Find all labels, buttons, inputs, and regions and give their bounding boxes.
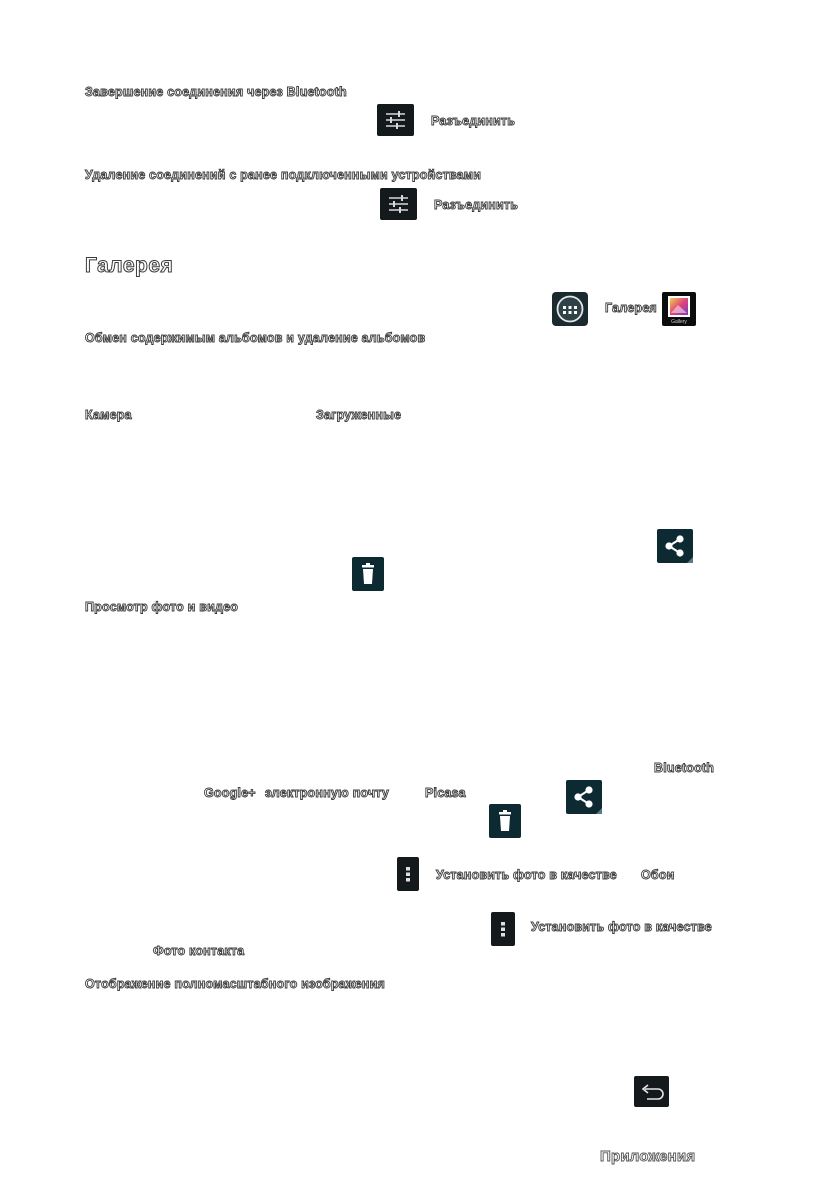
albums-heading: Обмен содержимым альбомов и удаление альбомов <box>85 331 426 345</box>
gallery-app-icon-caption: Gallery <box>671 319 687 325</box>
trash-icon[interactable] <box>489 804 521 838</box>
all-apps-icon[interactable] <box>552 292 588 326</box>
wallpaper-option: Обои <box>641 868 675 882</box>
bt-remove-heading: Удаление соединений с ранее подключенными устройствами <box>85 168 482 182</box>
overflow-menu-icon[interactable] <box>491 912 515 946</box>
share-option-bluetooth: Bluetooth <box>654 761 715 775</box>
album-downloaded-label: Загруженные <box>316 408 402 422</box>
view-photos-heading: Просмотр фото и видео <box>85 600 239 614</box>
bt-disconnect-action: Разъединить <box>431 114 516 128</box>
share-icon[interactable] <box>657 529 693 563</box>
settings-sliders-icon[interactable] <box>380 188 417 220</box>
back-arrow-icon[interactable] <box>634 1076 669 1107</box>
gallery-app-icon[interactable] <box>662 292 696 326</box>
gallery-app-label: Галерея <box>605 301 657 315</box>
footer-section-name: Приложения <box>600 1148 696 1165</box>
set-photo-as-label-2: Установить фото в качестве <box>531 920 712 934</box>
settings-sliders-icon[interactable] <box>377 104 414 136</box>
share-option-email: электронную почту <box>265 786 390 800</box>
contact-photo-option: Фото контакта <box>153 944 245 958</box>
bt-disconnect-heading: Завершение соединения через Bluetooth <box>85 85 347 99</box>
bt-remove-action: Разъединить <box>434 198 519 212</box>
share-option-picasa: Picasa <box>425 786 466 800</box>
album-camera-label: Камера <box>85 408 132 422</box>
fullscreen-heading: Отображение полномасштабного изображения <box>85 977 386 991</box>
trash-icon[interactable] <box>352 557 384 591</box>
overflow-menu-icon[interactable] <box>397 857 419 891</box>
share-option-googleplus: Google+ <box>204 786 256 800</box>
set-photo-as-label-1: Установить фото в качестве <box>436 868 617 882</box>
gallery-section-title: Галерея <box>85 254 174 277</box>
share-icon[interactable] <box>566 780 602 814</box>
